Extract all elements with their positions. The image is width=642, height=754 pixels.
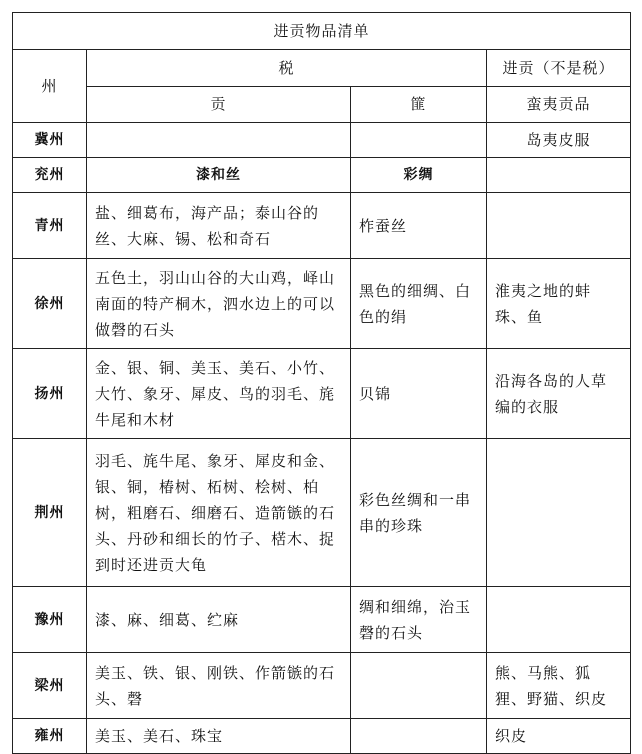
tribute-table-container (12, 12, 631, 754)
basket-cell (351, 653, 487, 719)
province-cell: 荆州 (13, 439, 87, 587)
header-barbarian-goods: 蛮夷贡品 (487, 86, 631, 123)
other-cell (487, 193, 631, 259)
province-cell: 徐州 (13, 259, 87, 349)
other-cell: 熊、马熊、狐狸、野猫、织皮 (487, 653, 631, 719)
title-row (13, 13, 631, 50)
header-tax: 税 (87, 50, 487, 87)
tribute-table (12, 12, 631, 754)
province-cell: 扬州 (13, 349, 87, 439)
gong-cell: 漆、麻、细葛、纻麻 (87, 587, 351, 653)
province-cell: 梁州 (13, 653, 87, 719)
header-row-2 (13, 86, 631, 123)
basket-cell (351, 123, 487, 158)
table-row (13, 439, 631, 587)
gong-cell: 金、银、铜、美玉、美石、小竹、大竹、象牙、犀皮、鸟的羽毛、旄牛尾和木材 (87, 349, 351, 439)
province-cell: 冀州 (13, 123, 87, 158)
gong-cell: 五色土，羽山山谷的大山鸡，峄山南面的特产桐木，泗水边上的可以做磬的石头 (87, 259, 351, 349)
header-tribute-not-tax: 进贡（不是税） (487, 50, 631, 87)
table-row (13, 653, 631, 719)
table-row (13, 587, 631, 653)
basket-cell: 彩色丝绸和一串串的珍珠 (351, 439, 487, 587)
province-cell: 青州 (13, 193, 87, 259)
table-row (13, 349, 631, 439)
other-cell: 沿海各岛的人草编的衣服 (487, 349, 631, 439)
other-cell: 织皮 (487, 719, 631, 754)
basket-cell: 黑色的细绸、白色的绢 (351, 259, 487, 349)
table-row (13, 193, 631, 259)
basket-cell (351, 719, 487, 754)
basket-cell: 贝锦 (351, 349, 487, 439)
other-cell: 淮夷之地的蚌珠、鱼 (487, 259, 631, 349)
table-row (13, 158, 631, 193)
province-cell: 雍州 (13, 719, 87, 754)
basket-cell: 柞蚕丝 (351, 193, 487, 259)
gong-cell: 美玉、美石、珠宝 (87, 719, 351, 754)
other-cell: 岛夷皮服 (487, 123, 631, 158)
province-cell: 豫州 (13, 587, 87, 653)
table-row (13, 123, 631, 158)
table-row (13, 259, 631, 349)
gong-cell: 美玉、铁、银、刚铁、作箭镞的石头、磬 (87, 653, 351, 719)
basket-cell: 绸和细绵，治玉磬的石头 (351, 587, 487, 653)
header-row-1 (13, 50, 631, 87)
province-cell: 兖州 (13, 158, 87, 193)
basket-cell: 彩绸 (351, 158, 487, 193)
header-basket: 篚 (351, 86, 487, 123)
gong-cell: 羽毛、旄牛尾、象牙、犀皮和金、银、铜，椿树、柘树、桧树、柏树，粗磨石、细磨石、造箭镞的石头、丹砂和细长的竹子、楛木、捉到时还进贡大龟 (87, 439, 351, 587)
gong-cell: 盐、细葛布，海产品；泰山谷的丝、大麻、锡、松和奇石 (87, 193, 351, 259)
gong-cell (87, 123, 351, 158)
header-province: 州 (13, 50, 87, 123)
header-gong: 贡 (87, 86, 351, 123)
table-title: 进贡物品清单 (13, 13, 631, 50)
gong-cell: 漆和丝 (87, 158, 351, 193)
table-row (13, 719, 631, 754)
other-cell (487, 158, 631, 193)
other-cell (487, 439, 631, 587)
other-cell (487, 587, 631, 653)
